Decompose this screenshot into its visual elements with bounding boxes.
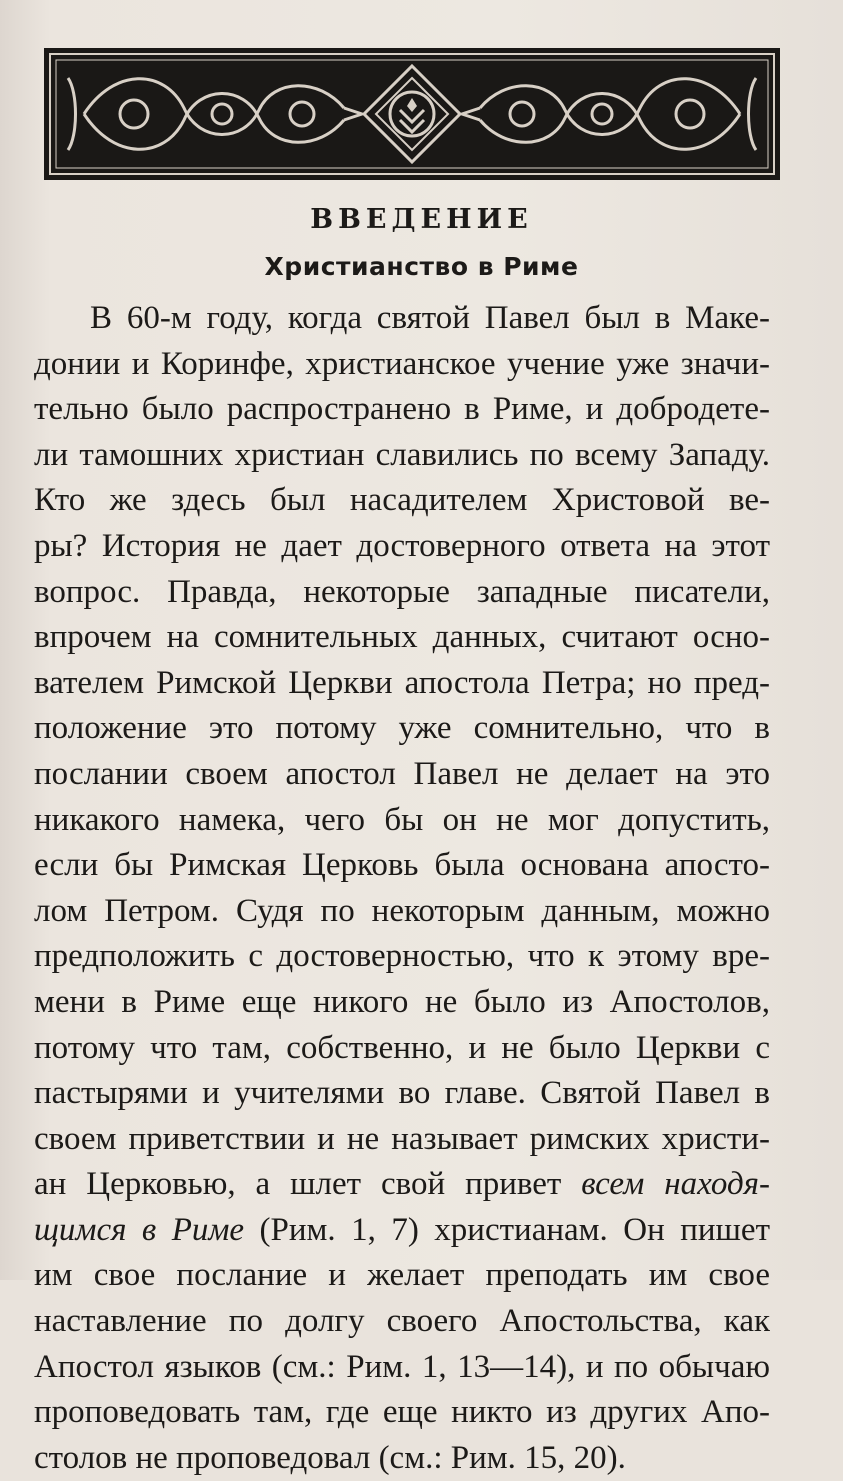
text-line: донии и Коринфе, христианское учение уже значи-	[34, 345, 770, 382]
text-line: если бы Римская Церковь была основана апосто-	[34, 847, 770, 884]
text-line: наставление по долгу своего Апостольства, как	[34, 1303, 770, 1340]
text-line: вопрос. Правда, некоторые западные писатели,	[34, 573, 770, 610]
text-line: проповедовать там, где еще никто из других Апо-	[34, 1394, 770, 1431]
text-line: предположить с достоверностью, что к этому вре-	[34, 938, 770, 975]
text-line: вателем Римской Церкви апостола Петра; но пред-	[34, 664, 770, 701]
ornamental-headpiece	[44, 48, 780, 180]
text-line: мени в Риме еще никого не было из Апостолов,	[34, 983, 770, 1020]
text-line: послании своем апостол Павел не делает на это	[34, 755, 770, 792]
text-line: им свое послание и желает преподать им свое	[34, 1257, 770, 1294]
text-line: никакого намека, чего бы он не мог допустить,	[34, 801, 770, 838]
text-line: В 60-м году, когда святой Павел был в Маке-	[90, 300, 770, 336]
section-subtitle: Христианство в Риме	[264, 252, 579, 281]
italic-quote: щимся в Риме	[34, 1211, 245, 1248]
text-line: ли тамошних христиан славились по всему Западу.	[34, 436, 770, 473]
text-line: положение это потому уже сомнительно, что в	[34, 710, 770, 747]
chapter-title: ВВЕДЕНИЕ	[310, 204, 533, 235]
text-line: впрочем на сомнительных данных, считают осно-	[34, 619, 770, 656]
text-line: Кто же здесь был насадителем Христовой ве-	[34, 482, 770, 519]
text-line: ан Церковью, а шлет свой привет всем находя-	[34, 1166, 770, 1203]
text-line: щимся в Риме (Рим. 1, 7) христианам. Он пишет	[34, 1211, 770, 1248]
text-line: ры? История не дает достоверного ответа на этот	[34, 527, 770, 564]
body-text	[34, 296, 770, 1481]
text-line: тельно было распространено в Риме, и добродете-	[34, 391, 770, 428]
text-line: пастырями и учителями во главе. Святой Павел в	[34, 1075, 770, 1112]
text-line: Апостол языков (см.: Рим. 1, 13—14), и по обычаю	[34, 1348, 770, 1385]
text-line: лом Петром. Судя по некоторым данным, можно	[34, 892, 770, 929]
text-line: потому что там, собственно, и не было Церкви с	[34, 1029, 770, 1066]
text-line: столов не проповедовал (см.: Рим. 15, 20).	[34, 1439, 626, 1476]
text-line: своем приветствии и не называет римских христи-	[34, 1120, 770, 1157]
italic-quote: всем находя-	[581, 1166, 770, 1203]
